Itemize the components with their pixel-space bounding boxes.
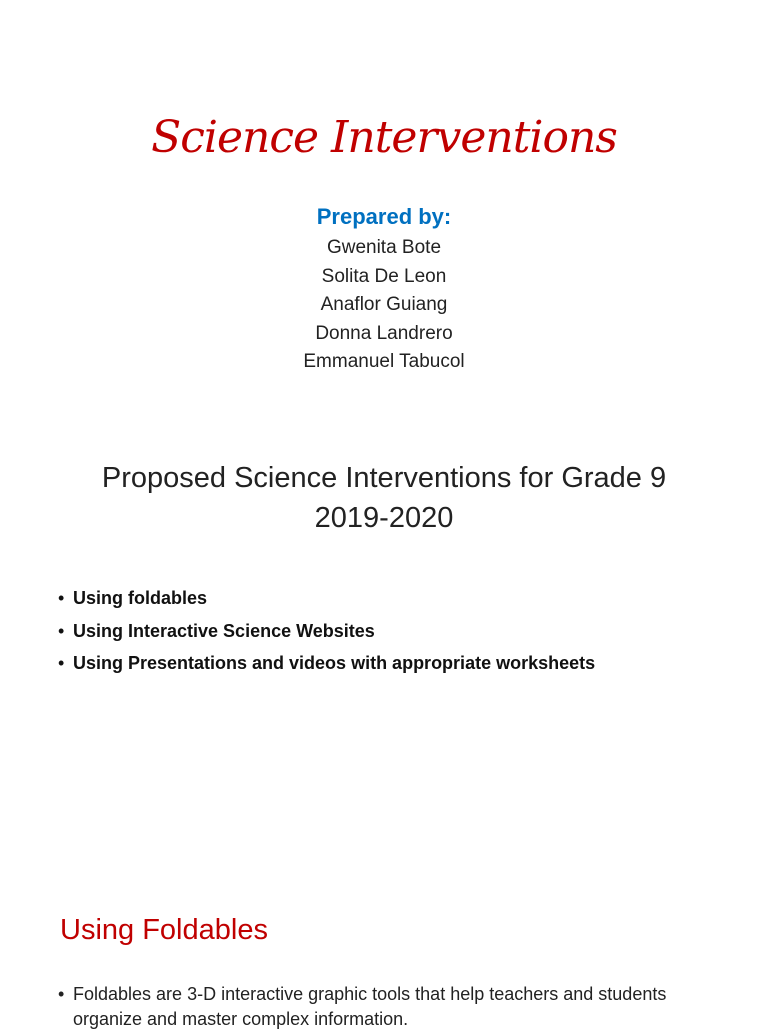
author-name: Donna Landrero — [315, 322, 453, 344]
author-name: Gwenita Bote — [326, 237, 442, 258]
author-name: Emmanuel Tabucol — [303, 351, 465, 372]
foldables-slide — [0, 890, 768, 1029]
list-item-text: Using Presentations and videos with appropriate worksheets — [73, 653, 596, 673]
slide-title-year: 2019-2020 — [314, 502, 454, 534]
bullet-icon: • — [58, 588, 65, 608]
bullet-icon: • — [58, 620, 65, 641]
list-item-text: Using foldables — [73, 588, 208, 608]
presentation-title: Science Interventions — [151, 112, 617, 163]
list-item — [58, 582, 738, 615]
bullet-icon: • — [58, 653, 65, 673]
intervention-list — [58, 582, 738, 680]
slide-title: Using Foldables — [60, 914, 268, 946]
slide-title — [60, 458, 708, 538]
list-item — [58, 982, 738, 1032]
list-item — [58, 647, 738, 680]
list-item-text: Using Interactive Science Websites — [73, 620, 375, 641]
list-item — [58, 615, 738, 648]
author-list — [0, 234, 768, 377]
title-slide — [0, 0, 768, 400]
prepared-by-label: Prepared by: — [316, 204, 452, 229]
foldables-list — [58, 982, 738, 1032]
bullet-icon: • — [58, 984, 65, 1004]
author-name: Solita De Leon — [321, 265, 447, 287]
slide-title-line: Proposed Science Interventions for Grade 9 — [101, 462, 667, 494]
author-name: Anaflor Guiang — [320, 294, 448, 315]
list-item-text: Foldables are 3-D interactive graphic tools that help teachers and students organize and master complex information. — [73, 984, 667, 1029]
interventions-slide — [0, 440, 768, 840]
